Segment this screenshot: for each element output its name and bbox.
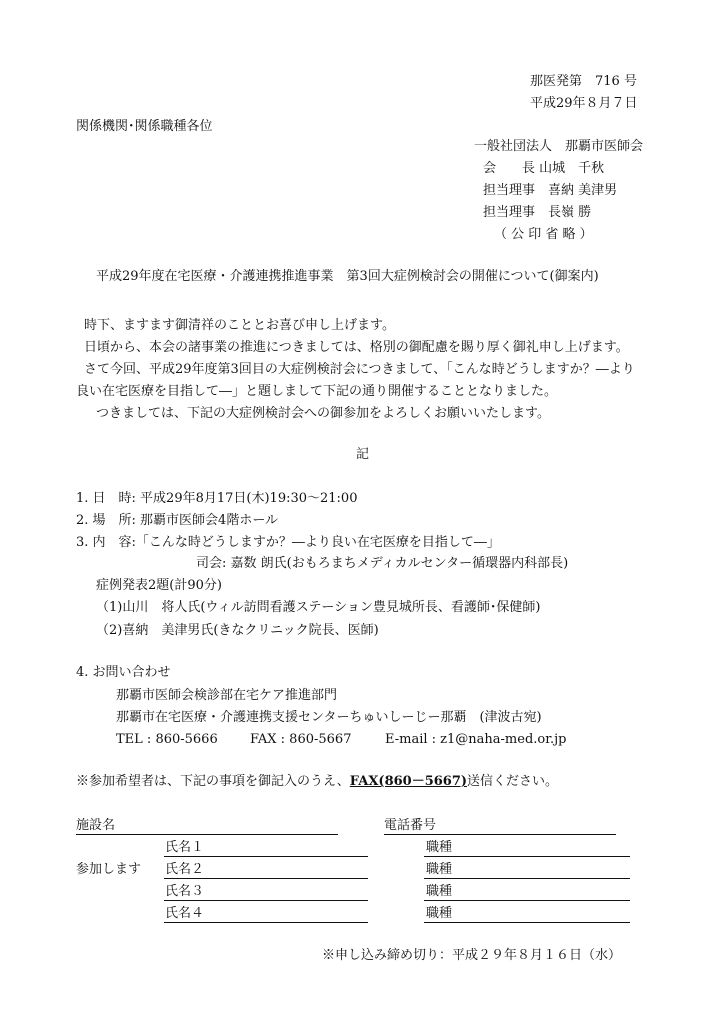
form-job-3: 職種: [426, 884, 453, 899]
contact-org-1: 那覇市医師会検診部在宅ケア推進部門: [116, 688, 338, 703]
form-name-line-2: [164, 878, 368, 879]
form-job-line-4: [424, 922, 630, 923]
item-datetime: 1. 日 時: 平成29年8月17日(木)19:30～21:00: [76, 491, 358, 506]
contact-tel: TEL : 860-5666: [116, 732, 218, 747]
form-job-line-1: [424, 856, 630, 857]
body-paragraph-3a: さて今回、平成29年度第3回目の大症例検討会につきまして、「こんな時どうしますか？―より: [84, 362, 635, 377]
deadline-note: ※申し込み締め切り：平成２９年８月１６日（水）: [322, 948, 622, 963]
document-title: 平成29年度在宅医療・介護連携推進事業 第3回大症例検討会の開催について(御案内): [96, 269, 599, 284]
form-facility-line: [76, 834, 338, 835]
form-job-line-3: [424, 900, 630, 901]
body-paragraph-4: つきましては、下記の大症例検討会への御参加をよろしくお願いいたします。: [96, 406, 550, 421]
form-job-1: 職種: [426, 840, 453, 855]
form-name-1: 氏名１: [165, 840, 205, 855]
form-name-line-3: [164, 900, 368, 901]
ki-heading: 記: [356, 447, 370, 462]
item-content: 3. 内 容:「こんな時どうしますか？―より良い在宅医療を目指して―」: [76, 535, 500, 550]
form-attend-label: 参加します: [76, 862, 142, 877]
form-phone-line: [384, 834, 616, 835]
sender-organization: 一般社団法人 那覇市医師会: [474, 139, 644, 154]
form-name-3: 氏名３: [165, 884, 205, 899]
contact-fax: FAX : 860-5667: [250, 732, 352, 747]
body-paragraph-3b: 良い在宅医療を目指して―」と題しまして下記の通り開催することとなりました。: [76, 384, 558, 399]
item-contact: 4. お問い合わせ: [76, 665, 171, 680]
form-job-4: 職種: [426, 906, 453, 921]
item-case-2: （2)喜納 美津男氏(きなクリニック院長、医師): [96, 623, 379, 638]
body-paragraph-1: 時下、ますます御清祥のこととお喜び申し上げます。: [84, 318, 395, 333]
sender-president: 会 長 山城 千秋: [483, 161, 605, 176]
item-case-1: （1)山川 将人氏(ウィル訪問看護ステーション豊見城所長、看護師･保健師): [96, 600, 541, 615]
sender-director-1: 担当理事 喜納 美津男: [483, 183, 618, 198]
form-phone-label: 電話番号: [384, 818, 437, 833]
item-case-count: 症例発表2題(計90分): [96, 578, 222, 593]
body-paragraph-2: 日頃から、本会の諸事業の推進につきましては、格別の御配慮を賜り厚く御礼申し上げます。: [84, 340, 629, 355]
document-number: 那医発第 716 号: [530, 74, 637, 89]
contact-email: E-mail : z1@naha-med.or.jp: [385, 732, 567, 747]
addressee: 関係機関･関係職種各位: [76, 119, 213, 134]
form-name-line-4: [164, 922, 368, 923]
sender-director-2: 担当理事 長嶺 勝: [483, 205, 592, 220]
seal-omitted-note: （ 公 印 省 略 ）: [494, 227, 593, 242]
form-name-line-1: [164, 856, 368, 857]
fax-notice-pre: ※参加希望者は、下記の事項を御記入のうえ、: [76, 774, 350, 789]
form-job-line-2: [424, 878, 630, 879]
fax-notice-post: 送信ください。: [467, 774, 559, 789]
item-venue: 2. 場 所: 那覇市医師会4階ホール: [76, 513, 279, 528]
form-name-2: 氏名２: [165, 862, 205, 877]
fax-notice: [76, 774, 558, 790]
form-job-2: 職種: [426, 862, 453, 877]
document-date: 平成29年８月７日: [530, 96, 638, 111]
form-facility-label: 施設名: [76, 818, 116, 833]
contact-org-2: 那覇市在宅医療・介護連携支援センターちゅいしーじー那覇 (津波古宛): [116, 710, 542, 725]
item-moderator: 司会: 嘉数 朗氏(おもろまちメディカルセンター循環器内科部長): [196, 556, 569, 571]
fax-notice-number: FAX(860－5667): [349, 774, 468, 789]
form-name-4: 氏名４: [165, 906, 205, 921]
